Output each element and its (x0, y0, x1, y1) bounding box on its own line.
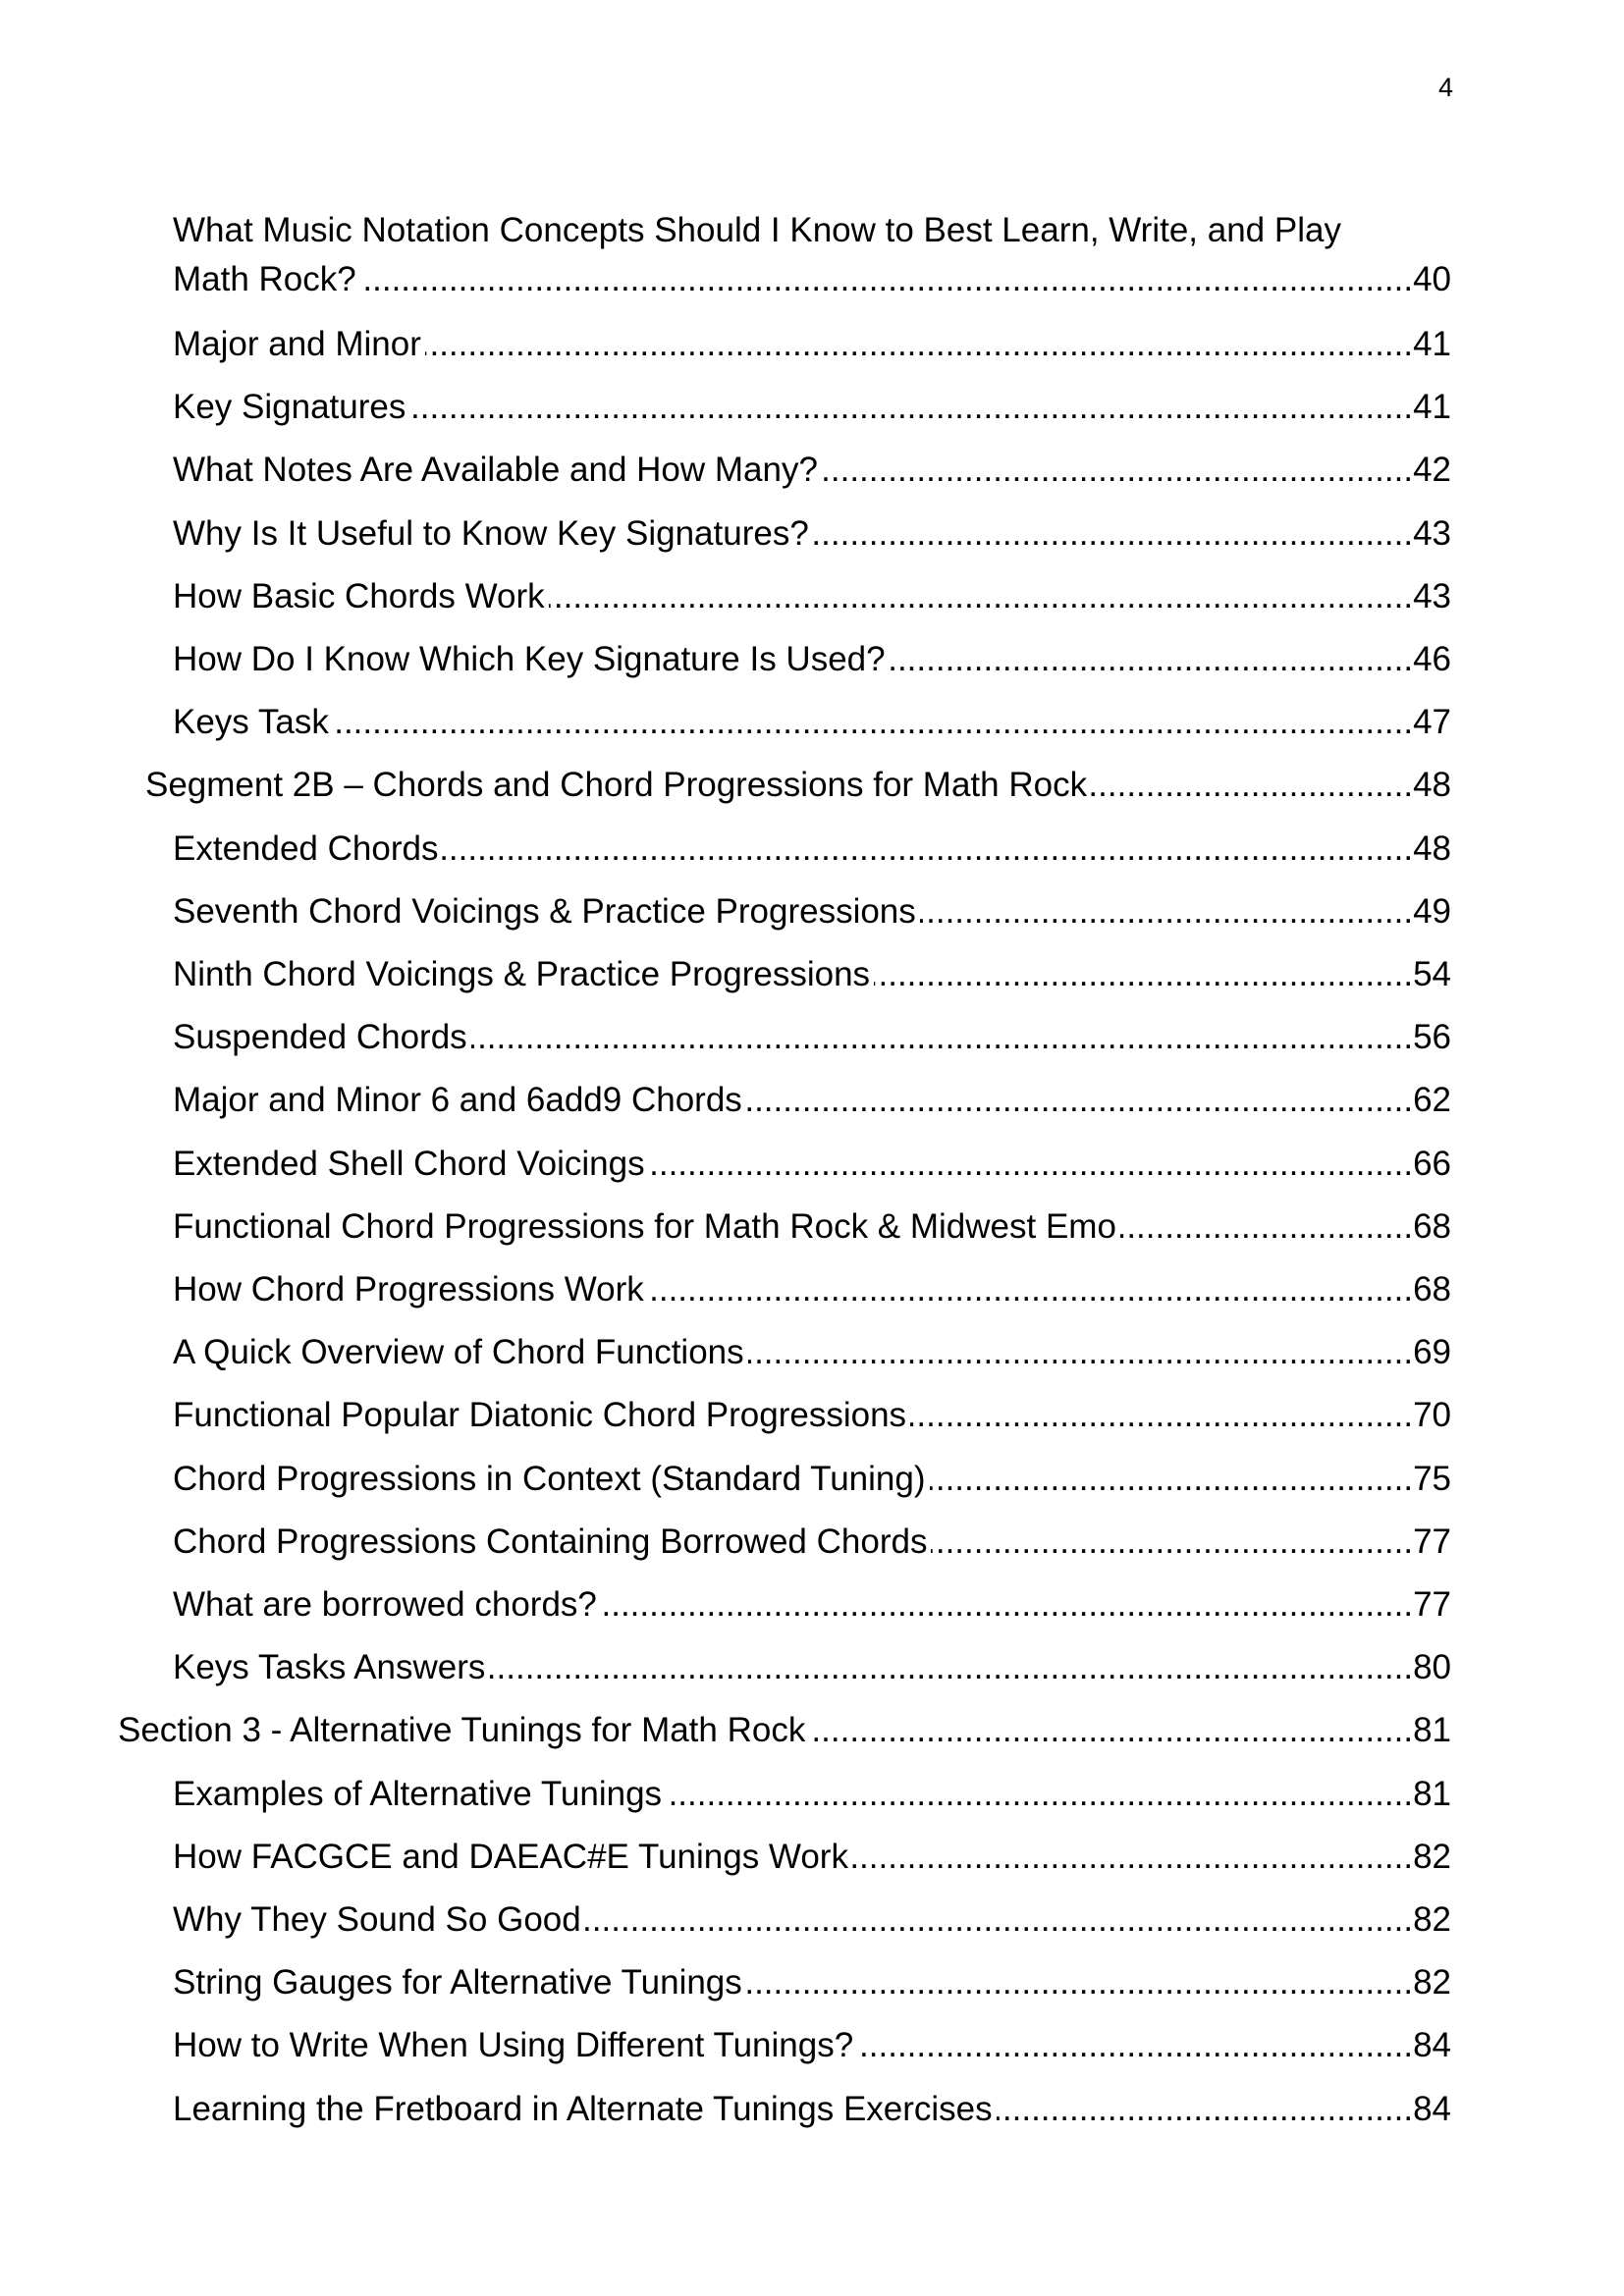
toc-entry-title: Segment 2B – Chords and Chord Progressions for Math Rock (145, 766, 1088, 805)
toc-entry-page: 56 (1413, 1018, 1451, 1057)
toc-entry-title: Functional Chord Progressions for Math Rock & Midwest Emo (173, 1206, 1116, 1246)
toc-entry[interactable] (173, 1265, 1451, 1314)
toc-entry-page: 43 (1413, 513, 1451, 553)
toc-entry-line (173, 635, 1451, 684)
dot-leader (809, 1706, 1413, 1755)
toc-entry-line (173, 950, 1451, 999)
toc-entry-title: Major and Minor (173, 325, 421, 363)
dot-leader (442, 825, 1413, 874)
toc-entry[interactable] (173, 698, 1451, 747)
toc-entry[interactable] (173, 950, 1451, 999)
dot-leader (549, 572, 1413, 621)
toc-entry-title: Section 3 - Alternative Tunings for Math Rock (118, 1711, 806, 1750)
toc-entry-page: 41 (1413, 325, 1451, 363)
toc-entry-line (173, 1455, 1451, 1504)
toc-entry-line (145, 761, 1451, 810)
toc-entry-title: What Notes Are Available and How Many? (173, 451, 818, 490)
toc-entry-page: 42 (1413, 451, 1451, 490)
toc-entry-title: String Gauges for Alternative Tunings (173, 1963, 742, 2002)
toc-entry-title: Extended Shell Chord Voicings (173, 1144, 645, 1183)
toc-entry-line (173, 1265, 1451, 1314)
toc-entry-line (173, 1770, 1451, 1819)
toc-entry[interactable] (173, 1455, 1451, 1504)
toc-entry-line (173, 2021, 1451, 2070)
toc-entry-title: Major and Minor 6 and 6add9 Chords (173, 1081, 742, 1120)
dot-leader (471, 1013, 1413, 1062)
toc-segment-entry[interactable] (145, 761, 1451, 810)
toc-entry-title: Learning the Fretboard in Alternate Tunings Exercises (173, 2089, 993, 2128)
dot-leader (852, 1833, 1413, 1882)
toc-entry-line (173, 1391, 1451, 1440)
toc-entry[interactable] (173, 2021, 1451, 2070)
dot-leader (585, 1896, 1413, 1945)
toc-entry-line (173, 320, 1451, 369)
toc-entry[interactable] (173, 1518, 1451, 1567)
toc-entry[interactable] (173, 825, 1451, 874)
toc-entry-page: 77 (1413, 1522, 1451, 1561)
dot-leader (649, 1140, 1413, 1189)
toc-entry-line (173, 206, 1451, 255)
toc-entry-line (173, 572, 1451, 621)
dot-leader (857, 2021, 1413, 2070)
dot-leader (666, 1770, 1413, 1819)
dot-leader (601, 1580, 1413, 1629)
toc-entry-title: Seventh Chord Voicings & Practice Progressions (173, 891, 916, 931)
toc-entry-page: 46 (1413, 640, 1451, 678)
toc-entry-line (173, 255, 1451, 304)
toc-entry-title: A Quick Overview of Chord Functions (173, 1333, 744, 1372)
toc-entry[interactable] (173, 887, 1451, 936)
toc-entry-title: How Do I Know Which Key Signature Is Used? (173, 640, 886, 678)
toc-entry-page: 41 (1413, 388, 1451, 427)
toc-entry-title: How Chord Progressions Work (173, 1270, 644, 1308)
toc-entry[interactable] (173, 1833, 1451, 1882)
toc-entry-title: How FACGCE and DAEAC#E Tunings Work (173, 1837, 848, 1876)
toc-entry-page: 82 (1413, 1963, 1451, 2002)
toc-entry-line (173, 2085, 1451, 2134)
toc-entry[interactable] (173, 383, 1451, 432)
toc-entry-page: 69 (1413, 1333, 1451, 1372)
toc-entry-title: Extended Chords (173, 828, 439, 868)
toc-entry-page: 80 (1413, 1648, 1451, 1687)
toc-entry-page: 47 (1413, 703, 1451, 742)
toc-entry-page: 70 (1413, 1396, 1451, 1435)
toc-entry-page: 48 (1413, 828, 1451, 868)
toc-entry-line (173, 1202, 1451, 1252)
toc-entry-line (173, 446, 1451, 495)
page-number: 4 (1437, 73, 1453, 102)
toc-entry[interactable] (173, 635, 1451, 684)
dot-leader (874, 950, 1413, 999)
toc-entry-line (173, 1518, 1451, 1567)
toc-entry-title: Suspended Chords (173, 1018, 467, 1057)
dot-leader (920, 887, 1413, 936)
toc-entry-line (173, 1643, 1451, 1692)
toc-entry-line (173, 825, 1451, 874)
dot-leader (648, 1265, 1413, 1314)
dot-leader (409, 383, 1413, 432)
toc-entry-line (173, 1580, 1451, 1629)
toc-entry-page: 49 (1413, 891, 1451, 931)
toc-entry[interactable] (173, 2085, 1451, 2134)
toc-entry-line (173, 887, 1451, 936)
toc-entry-title: Key Signatures (173, 388, 406, 427)
toc-entry-title: Why They Sound So Good (173, 1900, 581, 1939)
toc-entry[interactable] (173, 446, 1451, 495)
dot-leader (813, 509, 1413, 559)
dot-leader (822, 446, 1413, 495)
toc-entry[interactable] (173, 1770, 1451, 1819)
toc-entry-page: 68 (1413, 1270, 1451, 1308)
dot-leader (931, 1518, 1413, 1567)
toc-entry[interactable] (173, 1202, 1451, 1252)
toc-entry-title: What Music Notation Concepts Should I Know to Best Learn, Write, and Play (173, 211, 1341, 249)
toc-entry[interactable] (173, 1643, 1451, 1692)
toc-entry-page: 43 (1413, 576, 1451, 615)
toc-entry-line (173, 1328, 1451, 1377)
toc-entry[interactable] (173, 1328, 1451, 1377)
toc-entry-line (173, 1140, 1451, 1189)
toc-entry-page: 40 (1413, 260, 1451, 298)
toc-entry-page: 68 (1413, 1206, 1451, 1246)
toc-entry-line (173, 1896, 1451, 1945)
dot-leader (333, 698, 1413, 747)
toc-entry-title: What are borrowed chords? (173, 1585, 597, 1624)
toc-entry-title: Functional Popular Diatonic Chord Progressions (173, 1396, 907, 1435)
toc-entry-line (173, 383, 1451, 432)
dot-leader (910, 1391, 1413, 1440)
toc-entry-page: 54 (1413, 955, 1451, 993)
dot-leader (997, 2085, 1413, 2134)
toc-entry-line (173, 1958, 1451, 2007)
toc-entry-line (173, 1076, 1451, 1125)
toc-entry[interactable] (173, 1013, 1451, 1062)
toc-entry-title: How to Write When Using Different Tunings? (173, 2026, 854, 2065)
toc-entry-page: 81 (1413, 1774, 1451, 1813)
toc-entry-line (173, 509, 1451, 559)
toc-entry[interactable] (173, 572, 1451, 621)
dot-leader (748, 1328, 1413, 1377)
toc-entry-title: Chord Progressions in Context (Standard Tuning) (173, 1459, 926, 1498)
toc-entry[interactable] (173, 1896, 1451, 1945)
dot-leader (746, 1958, 1413, 2007)
toc-entry-page: 84 (1413, 2026, 1451, 2065)
toc-entry-page: 77 (1413, 1585, 1451, 1624)
toc-entry-page: 82 (1413, 1837, 1451, 1876)
toc-entry-page: 75 (1413, 1459, 1451, 1498)
toc-entry[interactable] (173, 1076, 1451, 1125)
toc-entry-line (118, 1706, 1451, 1755)
toc-entry[interactable] (173, 1140, 1451, 1189)
toc-entry-title: Why Is It Useful to Know Key Signatures? (173, 513, 809, 553)
dot-leader (1091, 761, 1413, 810)
toc-entry-page: 81 (1413, 1711, 1451, 1750)
toc-entry[interactable] (173, 206, 1451, 304)
toc-entry-title: Keys Tasks Answers (173, 1648, 486, 1687)
toc-entry-page: 48 (1413, 766, 1451, 805)
toc-entry-title: Keys Task (173, 703, 329, 742)
toc-entry-line (173, 1833, 1451, 1882)
dot-leader (360, 255, 1413, 304)
dot-leader (489, 1643, 1413, 1692)
toc-entry-title: Ninth Chord Voicings & Practice Progressions (173, 955, 871, 993)
toc-entry-line (173, 698, 1451, 747)
toc-entry-page: 62 (1413, 1081, 1451, 1120)
toc-entry[interactable] (173, 1958, 1451, 2007)
toc-entry[interactable] (173, 1391, 1451, 1440)
toc-entry[interactable] (173, 320, 1451, 369)
dot-leader (746, 1076, 1413, 1125)
dot-leader (425, 320, 1413, 369)
dot-leader (1120, 1202, 1413, 1252)
toc-entry-page: 84 (1413, 2089, 1451, 2128)
dot-leader (930, 1455, 1414, 1504)
toc-entry-title: How Basic Chords Work (173, 576, 545, 615)
toc-entry-page: 82 (1413, 1900, 1451, 1939)
toc-entry-title: Chord Progressions Containing Borrowed Chords (173, 1522, 928, 1561)
toc-entry-page: 66 (1413, 1144, 1451, 1183)
toc-entry-title: Math Rock? (173, 260, 356, 298)
toc-entry-title: Examples of Alternative Tunings (173, 1774, 663, 1813)
toc-entry[interactable] (173, 1580, 1451, 1629)
toc-section-entry[interactable] (118, 1706, 1451, 1755)
toc-entry-line (173, 1013, 1451, 1062)
dot-leader (890, 635, 1413, 684)
toc-entry[interactable] (173, 509, 1451, 559)
